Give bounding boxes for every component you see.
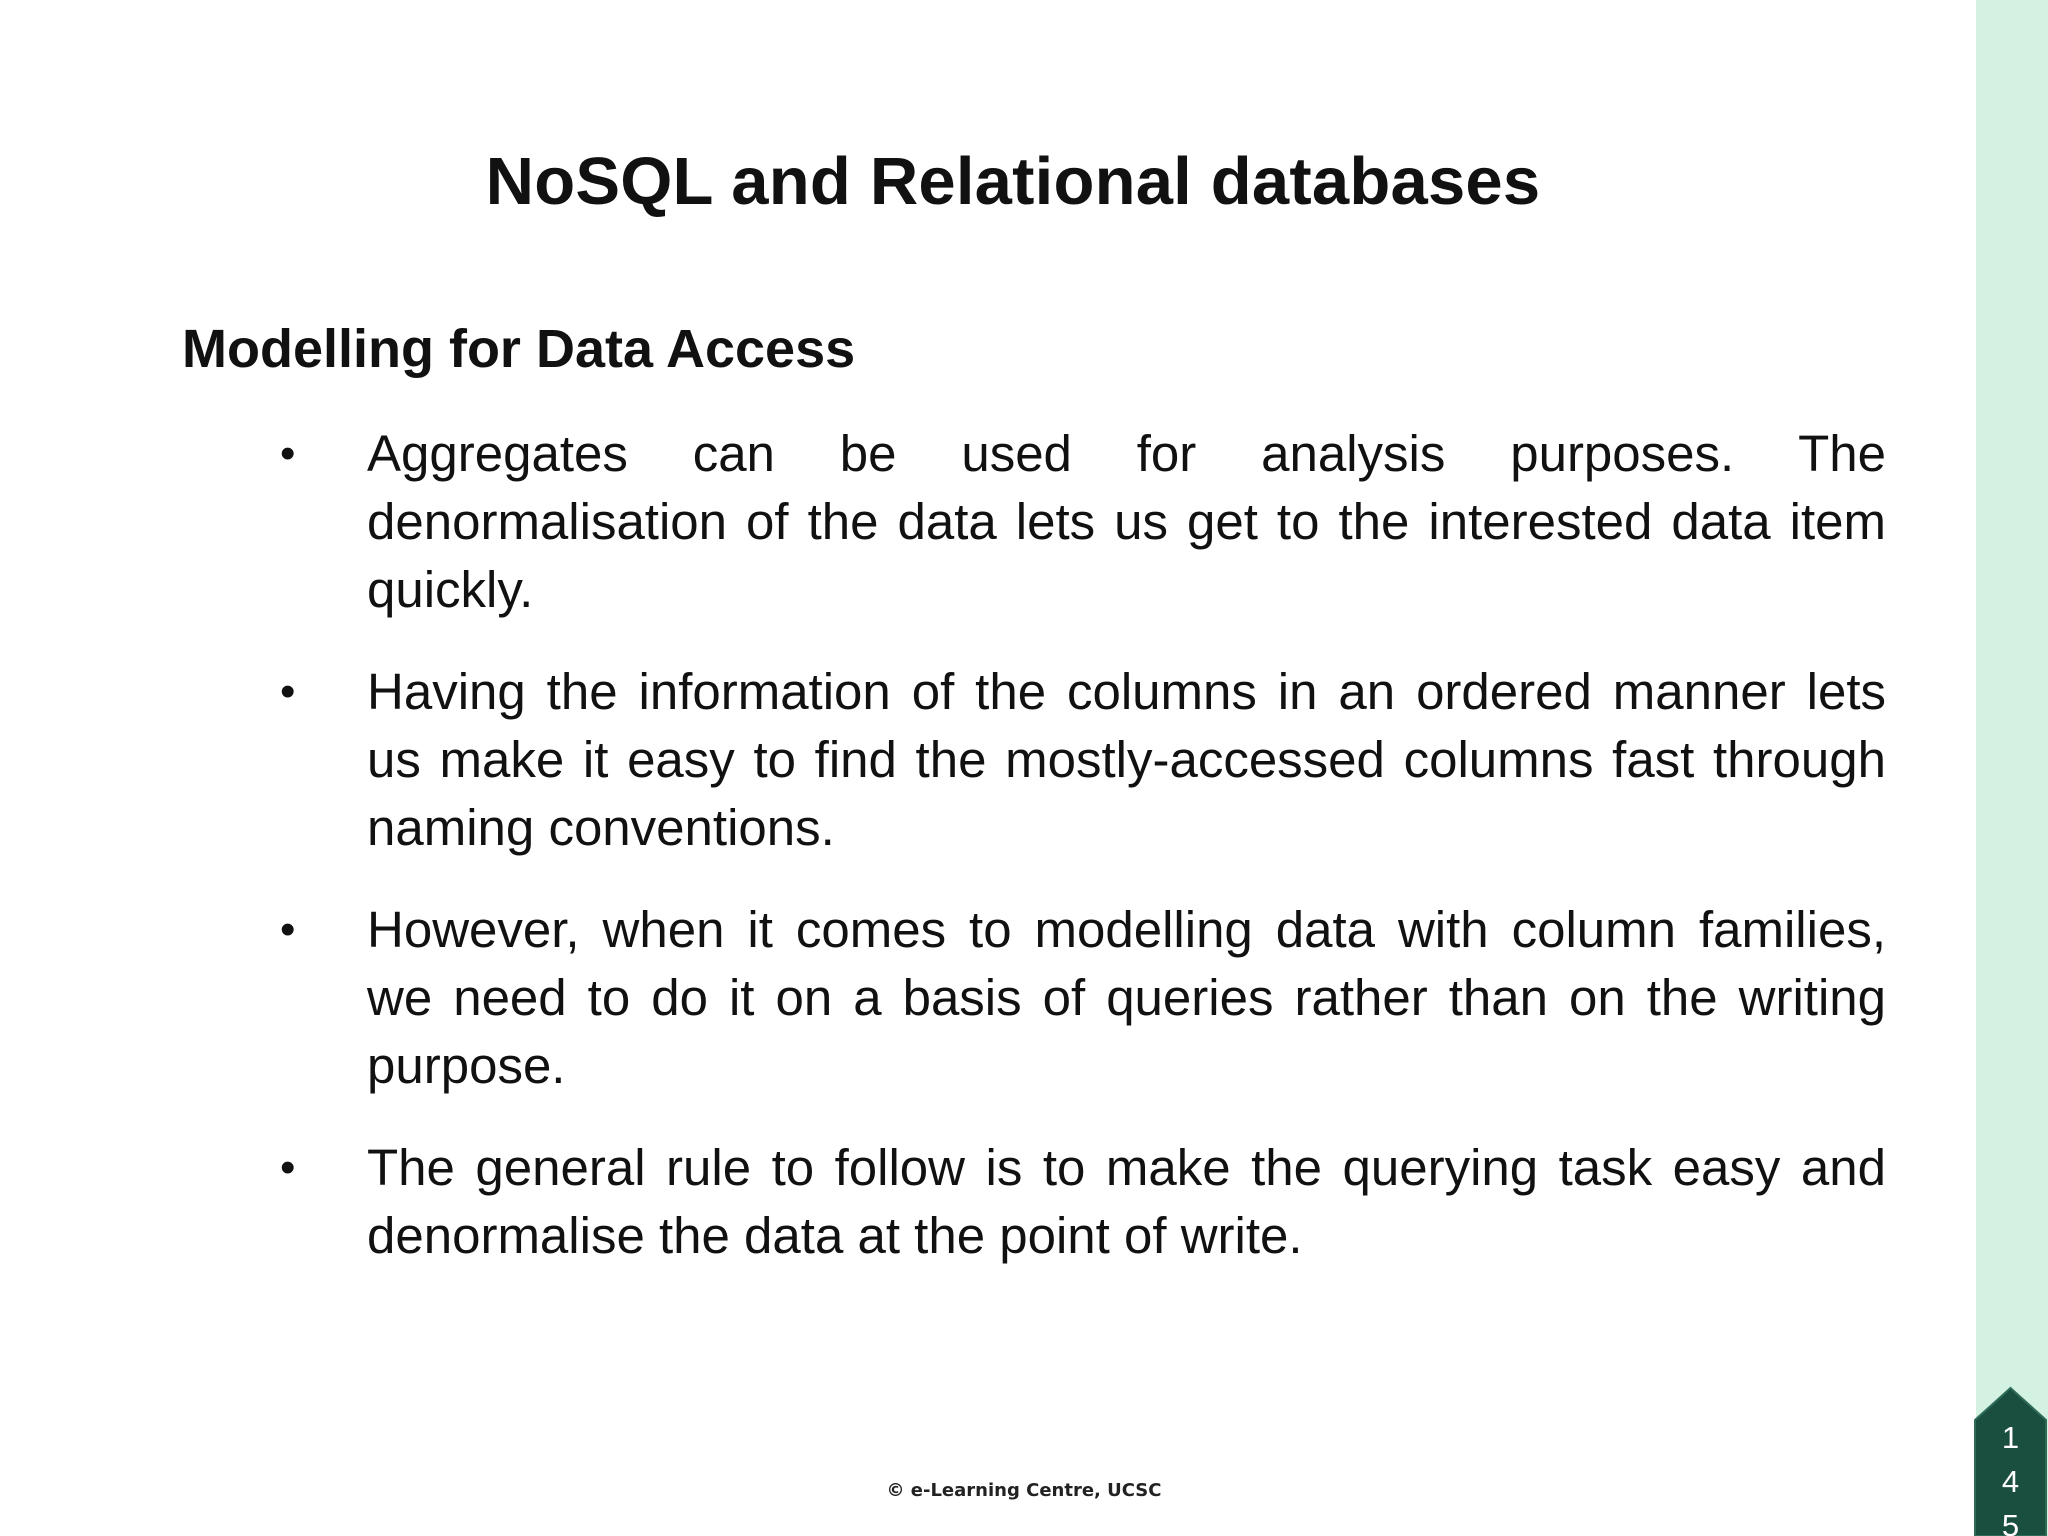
page-number-digit: 4 <box>2001 1464 2020 1499</box>
bullet-marker-icon: • <box>280 667 296 716</box>
bullet-marker-icon: • <box>280 1143 296 1192</box>
section-heading: Modelling for Data Access <box>182 319 856 379</box>
bullet-text: The general rule to follow is to make the querying task easy and denormalise the data at the point of write. <box>367 1139 1886 1264</box>
bullet-list <box>280 420 1886 1304</box>
bullet-text: However, when it comes to modelling data with column families, we need to do it on a basis of queries rather than on the writing purpose. <box>367 901 1886 1094</box>
bullet-marker-icon: • <box>280 905 296 954</box>
page-number-digit: 5 <box>2001 1508 2020 1536</box>
bullet-item <box>280 420 1886 624</box>
slide-title: NoSQL and Relational databases <box>485 144 1541 219</box>
copyright-footer: © e-Learning Centre, UCSC <box>886 1480 1162 1501</box>
bullet-marker-icon: • <box>280 429 296 478</box>
side-accent-bar <box>1976 0 2048 1536</box>
page-number-digit: 1 <box>2001 1420 2020 1455</box>
bullet-item <box>280 896 1886 1100</box>
bullet-text: Having the information of the columns in an ordered manner lets us make it easy to find the mostly-accessed columns fast through naming conventions. <box>367 663 1886 856</box>
bullet-item <box>280 658 1886 862</box>
bullet-item <box>280 1134 1886 1270</box>
bullet-text: Aggregates can be used for analysis purposes. The denormalisation of the data lets us get to the interested data item quickly. <box>367 425 1886 618</box>
page-number-badge <box>1973 1386 2048 1536</box>
page-number <box>1973 1416 2048 1536</box>
